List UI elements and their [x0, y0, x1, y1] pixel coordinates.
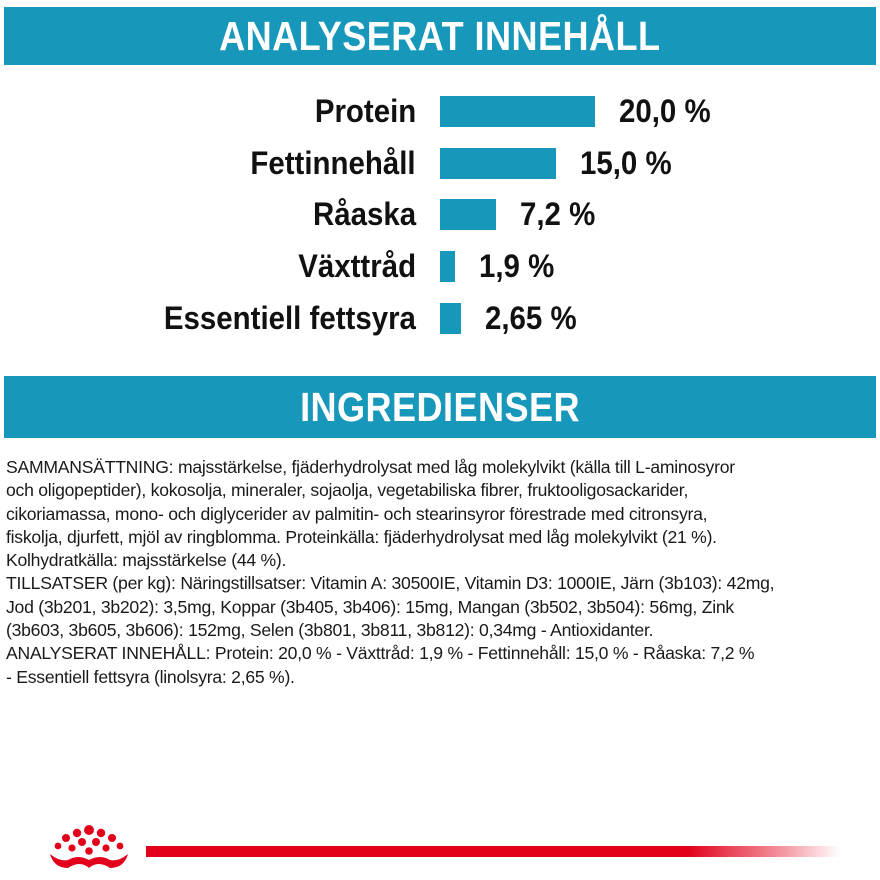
- nutrient-value: 7,2 %: [519, 196, 596, 232]
- nutrient-bar: [440, 199, 496, 230]
- ingredients-line: fiskolja, djurfett, mjöl av ringblomma. Proteinkälla: fjäderhydrolysat med låg molekylvikt (21 %).: [6, 526, 717, 547]
- ingredients-line: (3b603, 3b605, 3b606): 152mg, Selen (3b801, 3b811, 3b812): 0,34mg - Antioxidanter.: [6, 620, 654, 641]
- ingredients-line: - Essentiell fettsyra (linolsyra: 2,65 %).: [6, 666, 295, 687]
- nutrient-label: Råaska: [312, 196, 416, 232]
- nutrient-label: Essentiell fettsyra: [164, 300, 416, 336]
- nutrient-value: 1,9 %: [479, 248, 555, 284]
- ingredients-title: INGREDIENSER: [300, 383, 580, 430]
- ingredients-line: Jod (3b201, 3b202): 3,5mg, Koppar (3b405, 3b406): 15mg, Mangan (3b502, 3b504): 56mg, Zink: [6, 596, 734, 617]
- nutrient-row: [0, 86, 880, 136]
- ingredients-line: TILLSATSER (per kg): Näringstillsatser: Vitamin A: 30500IE, Vitamin D3: 1000IE, Järn (3b103): 42mg,: [6, 573, 775, 594]
- nutrient-bar: [440, 303, 461, 334]
- nutrient-value: 2,65 %: [484, 300, 577, 336]
- analysis-title-banner: [4, 7, 876, 65]
- nutrient-row: [0, 293, 880, 343]
- crown-logo-icon: [44, 824, 134, 872]
- nutrient-label: Växttråd: [298, 248, 416, 284]
- nutrient-label: Fettinnehåll: [250, 145, 416, 181]
- nutrient-value: 20,0 %: [619, 93, 711, 129]
- ingredients-text: [6, 456, 876, 689]
- nutrient-bar: [440, 148, 556, 179]
- ingredients-line: cikoriamassa, mono- och diglycerider av palmitin- och stearinsyror förestrade med citronsyra,: [6, 503, 708, 524]
- ingredients-line: ANALYSERAT INNEHÅLL: Protein: 20,0 % - Växttråd: 1,9 % - Fettinnehåll: 15,0 % - Råaska: 7,2 %: [6, 643, 755, 664]
- nutrient-row: [0, 138, 880, 188]
- nutrient-row: [0, 241, 880, 291]
- ingredients-line: SAMMANSÄTTNING: majsstärkelse, fjäderhydrolysat med låg molekylvikt (källa till L-aminosyror: [6, 457, 735, 477]
- nutrient-value: 15,0 %: [580, 145, 672, 181]
- ingredients-line: Kolhydratkälla: majsstärkelse (44 %).: [6, 550, 287, 571]
- ingredients-line: och oligopeptider), kokosolja, mineraler, sojaolja, vegetabiliska fibrer, fruktooligosackarider,: [6, 480, 689, 501]
- nutrient-row: [0, 189, 880, 239]
- nutrient-label: Protein: [314, 93, 416, 129]
- ingredients-title-banner: [4, 376, 876, 438]
- nutrient-bar: [440, 96, 595, 127]
- nutrient-bar: [440, 251, 455, 282]
- analysis-title: ANALYSERAT INNEHÅLL: [219, 12, 661, 59]
- brand-line: [146, 846, 840, 857]
